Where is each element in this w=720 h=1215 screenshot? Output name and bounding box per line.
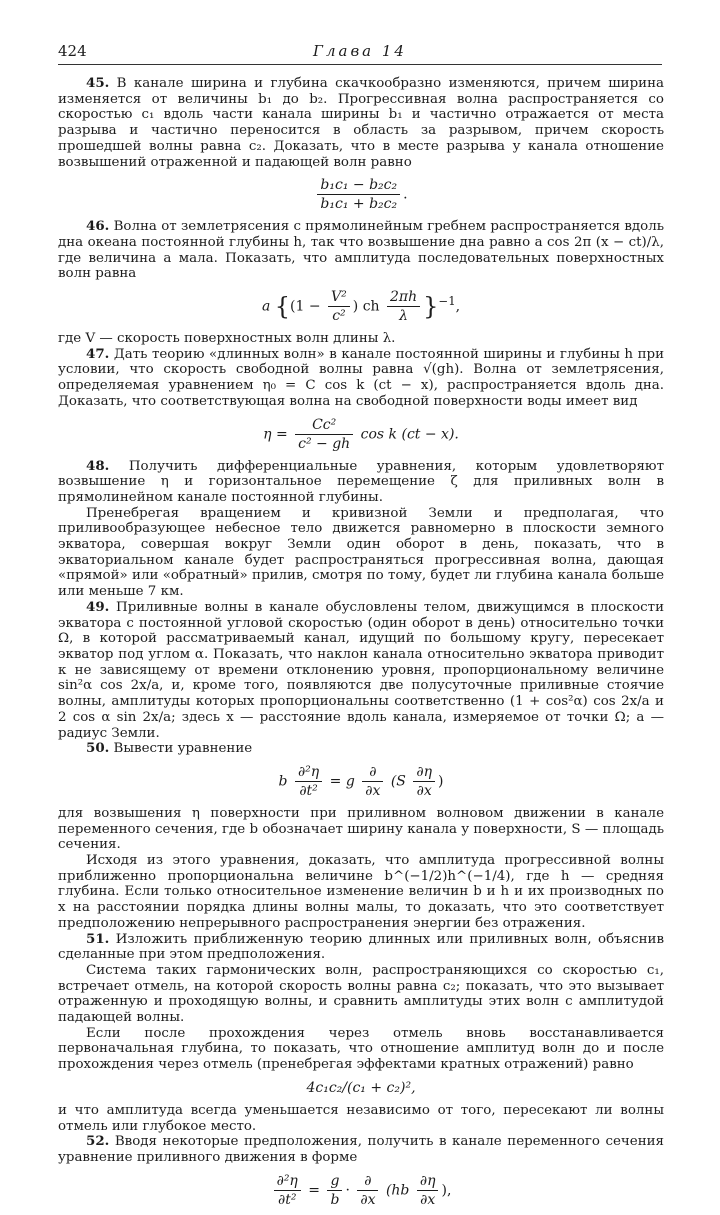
numerator: Cc² [295, 416, 353, 435]
problem-46 [58, 219, 664, 282]
problem-45 [58, 76, 664, 170]
formula-part: η = [263, 426, 288, 443]
problem-47 [58, 347, 664, 410]
problem-number: 49. [86, 598, 110, 615]
problem-51-part-2 [58, 963, 664, 1026]
fraction [417, 1172, 439, 1209]
problem-text: где V — скорость поверхностных волн длины λ. [58, 331, 396, 347]
formula-part: = g [329, 773, 355, 790]
brace-open: { [274, 292, 291, 321]
formula-part: · [345, 1182, 350, 1199]
formula-47 [58, 416, 664, 453]
problem-text: В канале ширина и глубина скачкообразно изменяются, причем ширина изменяется от величины b₁ до b₂. Прогрессивная волна распространяется со скоростью c₁ вдоль части канала ширины b₁ и частично отражается от места разрыва и частично переносится в область за разрывом, причем скорость прошедшей волны равна c₂. Доказать, что в месте разрыва у канала отношение возвышений отраженной и падающей волн равно [58, 76, 664, 170]
problem-48 [58, 459, 664, 506]
problem-48-part-2 [58, 506, 664, 600]
problem-text: Приливные волны в канале обусловлены телом, движущимся в плоскости экватора с постоянной угловой скоростью (один оборот в день) относительно точки Ω, в которой рассматриваемый канал, идущий по большому кругу, пересекает экватор под углом α. Показать, что наклон канала относительно экватора приводит к не зависящему от времени отклонению уровня, пропорциональному величине sin²α cos 2x/a, и, кроме того, появляются две полусуточные приливные стоячие волны, амплитуды которых пропорциональны соответственно (1 + cos²α) cos 2x/a и 2 cos α sin 2x/a; здесь x — расстояние вдоль канала, измеряемое от точки Ω; a — радиус Земли. [58, 599, 664, 741]
formula-tail: . [403, 186, 408, 203]
formula-tail: , [455, 298, 461, 315]
numerator: V² [328, 288, 350, 307]
problem-50-part-2 [58, 806, 664, 853]
problem-text: для возвышения η поверхности при приливном волновом движении в канале переменного сечения, где b обозначает ширину канала у поверхности, S — площадь сечения. [58, 805, 664, 853]
chapter-title: Глава 14 [313, 42, 407, 60]
denominator: λ [399, 308, 409, 325]
problem-number: 46. [86, 218, 110, 235]
denominator: ∂x [365, 782, 381, 799]
formula-part: a [261, 298, 271, 315]
numerator: b₁c₁ − b₂c₂ [317, 176, 400, 195]
problem-text: Исходя из этого уравнения, доказать, что амплитуда прогрессивной волны приближенно пропорциональна величине b^(−1/2)h^(−1/4), где h — средняя глубина. Если только относительное изменение величин b и h и их производных по x на расстоянии порядка длины волны малы, то доказать, что это соответствует предположению непрерывного распространения энергии без отражения. [58, 853, 664, 931]
denominator: c² [332, 308, 346, 325]
formula-50 [58, 763, 664, 800]
problem-50 [58, 741, 664, 757]
problem-text: Получить дифференциальные уравнения, которым удовлетворяют возвышение η и горизонтальное перемещение ζ для приливных волн в прямолинейном канале постоянной глубины. [58, 458, 664, 505]
formula-part: ) [438, 773, 444, 790]
formula-part: = [308, 1182, 321, 1199]
fraction [413, 763, 435, 800]
denominator: ∂x [360, 1191, 376, 1208]
problem-number: 47. [86, 345, 110, 362]
problem-49 [58, 600, 664, 741]
numerator: 2πh [387, 288, 420, 307]
fraction [362, 763, 383, 800]
fraction [295, 416, 353, 453]
denominator: ∂t² [299, 782, 318, 799]
problem-text: Вывести уравнение [109, 741, 253, 757]
problem-number: 45. [86, 75, 110, 91]
fraction [327, 1172, 342, 1209]
fraction [295, 763, 322, 800]
numerator: ∂²η [295, 763, 322, 782]
formula-45 [58, 176, 664, 213]
formula-part: 4c₁c₂/(c₁ + c₂)², [306, 1079, 416, 1096]
fraction [387, 288, 420, 325]
page-header [58, 42, 662, 65]
problem-number: 51. [86, 930, 110, 947]
problem-number: 48. [86, 457, 110, 474]
fraction [328, 288, 350, 325]
formula-part: cos k (ct − x). [360, 426, 459, 443]
fraction [357, 1172, 378, 1209]
formula-part: (1 − [290, 298, 321, 315]
formula-51 [58, 1079, 664, 1097]
brace-close: } [423, 292, 439, 321]
problem-51-part-4 [58, 1103, 664, 1134]
problem-text: Если после прохождения через отмель вновь восстанавливается первоначальная глубина, то показать, что отношение амплитуд волн до и после прохождения через отмель (пренебрегая эффектами кратных отражений) равно [58, 1025, 664, 1073]
problem-text: Вводя некоторые предположения, получить в канале переменного сечения уравнение приливного движения в форме [58, 1134, 664, 1165]
denominator: ∂t² [277, 1191, 297, 1208]
numerator: ∂ [357, 1172, 378, 1191]
page-number: 424 [58, 42, 87, 60]
problem-text: и что амплитуда всегда уменьшается независимо от того, пересекают ли волны отмель или глубокое место. [58, 1102, 664, 1134]
numerator: ∂ [362, 763, 383, 782]
formula-46 [58, 288, 664, 325]
fraction [317, 176, 400, 213]
problem-text: Система таких гармонических волн, распространяющихся со скоростью c₁, встречает отмель, на которой скорость волны равна c₂; показать, что это вызывает отраженную и проходящую волны, и сравнить амплитуды этих волн с амплитудой падающей волны. [58, 962, 664, 1026]
problem-text: Волна от землетрясения с прямолинейным гребнем распространяется вдоль дна океана постоянной глубины h, так что возвышение дна равно a cos 2π (x − ct)/λ, где величина a мала. Показать, что амплитуда последовательных поверхностных волн равна [58, 219, 664, 282]
page-body [58, 76, 664, 1215]
problem-text: Пренебрегая вращением и кривизной Земли и предполагая, что приливообразующее небесное тело движется равномерно в плоскости земного экватора, совершая вокруг Земли один оборот в день, показать, что в экваториальном канале будет распространяться прогрессивная волна, дающая «прямой» или «обратный» прилив, смотря по тому, будет ли глубина канала больше или меньше 7 км. [58, 505, 664, 600]
problem-text: Изложить приближенную теорию длинных или приливных волн, объяснив сделанные при этом предположения. [58, 931, 664, 963]
numerator: g [327, 1172, 342, 1191]
problem-46-note [58, 331, 664, 347]
formula-part: (S [390, 773, 406, 790]
denominator: c² − gh [298, 435, 351, 452]
numerator: ∂²η [274, 1172, 301, 1191]
problem-51-part-3 [58, 1026, 664, 1073]
problem-50-part-3 [58, 853, 664, 932]
problem-number: 50. [86, 740, 110, 757]
numerator: ∂η [413, 763, 435, 782]
problem-52 [58, 1134, 664, 1165]
exponent: −1 [438, 293, 456, 308]
denominator: b [330, 1191, 340, 1208]
problem-text: Дать теорию «длинных волн» в канале постоянной ширины и глубины h при условии, что скорость свободной волны равна √(gh). Волна от землетрясения, определяемая уравнением η₀ = C cos k (ct − x), распространяется вдоль дна. Доказать, что соответствующая волна на свободной поверхности воды имеет вид [58, 346, 664, 409]
denominator: ∂x [416, 782, 432, 799]
denominator: ∂x [420, 1191, 436, 1208]
problem-51 [58, 932, 664, 963]
formula-part: ch [362, 298, 380, 315]
formula-part: (hb [385, 1182, 410, 1199]
formula-part: ), [441, 1182, 452, 1199]
formula-52 [58, 1172, 664, 1209]
formula-part: b [278, 773, 288, 790]
denominator: b₁c₁ + b₂c₂ [320, 196, 398, 213]
fraction [274, 1172, 301, 1209]
formula-part: ) [352, 298, 359, 315]
problem-number: 52. [86, 1133, 110, 1150]
numerator: ∂η [417, 1172, 439, 1191]
